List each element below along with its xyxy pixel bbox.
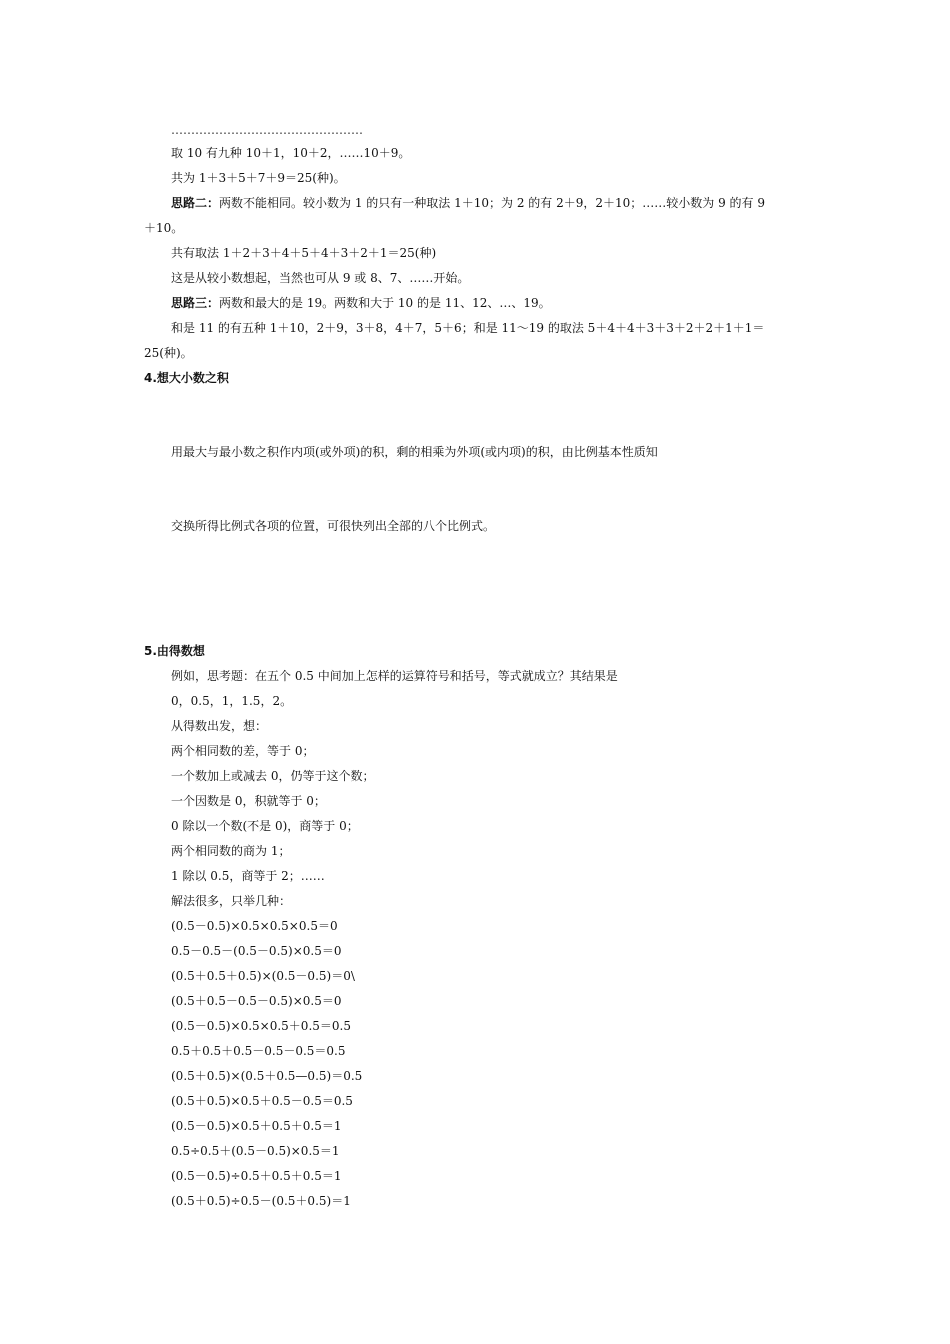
paragraph-idea-three (171, 295, 551, 311)
equation-line: (0.5－0.5)×0.5×0.5＋0.5＝0.5 (171, 1019, 351, 1033)
idea-three-label: 思路三： (171, 296, 220, 310)
equation-line: (0.5＋0.5＋0.5)×(0.5－0.5)＝0\ (171, 969, 355, 983)
section-five-text-line: 例如，思考题：在五个 0.5 中间加上怎样的运算符号和括号，等式就成立？其结果是 (171, 669, 618, 683)
equation-line: (0.5＋0.5)×0.5＋0.5－0.5＝0.5 (171, 1094, 353, 1108)
dotted-leader: ………………………………………… (171, 123, 363, 137)
section-five-text-line: 一个数加上或减去 0，仍等于这个数； (171, 769, 375, 783)
section-five-text-line: 0，0.5，1，1.5，2。 (171, 694, 293, 708)
equation-line: (0.5－0.5)÷0.5＋0.5＋0.5＝1 (171, 1169, 342, 1183)
paragraph-idea-two-cont: ＋10。 (144, 221, 184, 235)
equation-line: (0.5－0.5)×0.5＋0.5＋0.5＝1 (171, 1119, 342, 1133)
section-five-text-line: 两个相同数的差，等于 0； (171, 744, 315, 758)
equation-line: (0.5＋0.5－0.5－0.5)×0.5＝0 (171, 994, 342, 1008)
paragraph-idea-three-line3: 25(种)。 (144, 346, 193, 360)
paragraph-alternative: 这是从较小数想起，当然也可从 9 或 8、7、……开始。 (171, 271, 470, 285)
idea-two-text: 两数不能相同。较小数为 1 的只有一种取法 1＋10；为 2 的有 2＋9，2＋10；……较小数为 9 的有 9 (219, 196, 765, 210)
section-four-paragraph-2: 交换所得比例式各项的位置，可很快列出全部的八个比例式。 (171, 519, 496, 533)
section-five-text-line: 两个相同数的商为 1； (171, 844, 291, 858)
equation-line: (0.5＋0.5)×(0.5＋0.5—0.5)＝0.5 (171, 1069, 363, 1083)
paragraph-total-two: 共有取法 1＋2＋3＋4＋5＋4＋3＋2＋1＝25(种) (171, 246, 437, 260)
section-five-text-line: 1 除以 0.5，商等于 2；…… (171, 869, 325, 883)
idea-three-text: 两数和最大的是 19。两数和大于 10 的是 11、12、…、19。 (219, 296, 551, 310)
idea-two-label: 思路二： (171, 196, 220, 210)
paragraph-idea-three-line2: 和是 11 的有五种 1＋10，2＋9，3＋8，4＋7，5＋6；和是 11～19 的取法 5＋4＋4＋3＋3＋2＋2＋1＋1＝ (171, 321, 765, 335)
equation-line: 0.5＋0.5＋0.5－0.5－0.5＝0.5 (171, 1044, 346, 1058)
equation-line: 0.5－0.5－(0.5－0.5)×0.5＝0 (171, 944, 342, 958)
section-four-paragraph-1: 用最大与最小数之积作内项(或外项)的积，剩的相乘为外项(或内项)的积，由比例基本性质知 (171, 445, 658, 459)
section-five-text-line: 从得数出发，想： (171, 719, 268, 733)
section-five-text-line: 解法很多，只举几种： (171, 894, 292, 908)
equation-line: (0.5－0.5)×0.5×0.5×0.5＝0 (171, 919, 338, 933)
section-four-heading: 4.想大小数之积 (144, 371, 229, 385)
section-five-text-line: 0 除以一个数(不是 0)，商等于 0； (171, 819, 359, 833)
paragraph-total-one: 共为 1＋3＋5＋7＋9＝25(种)。 (171, 171, 346, 185)
paragraph-take-ten: 取 10 有九种 10＋1，10＋2，……10＋9。 (171, 146, 411, 160)
section-five-heading: 5.由得数想 (144, 644, 205, 658)
paragraph-idea-two (171, 195, 765, 211)
equation-line: (0.5＋0.5)÷0.5－(0.5＋0.5)＝1 (171, 1194, 351, 1208)
equation-line: 0.5÷0.5＋(0.5－0.5)×0.5＝1 (171, 1144, 340, 1158)
section-five-text-line: 一个因数是 0，积就等于 0； (171, 794, 326, 808)
